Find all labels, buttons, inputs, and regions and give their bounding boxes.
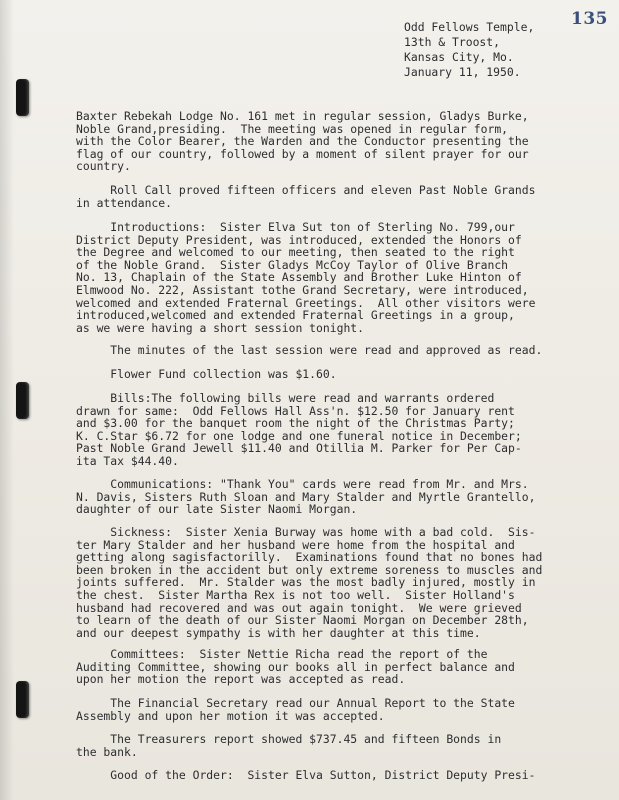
paragraph-minutes [76, 344, 606, 357]
text-line: the Degree and welcomed to our meeting, then seated to the right [76, 245, 515, 260]
paragraph-committees [76, 648, 606, 686]
text-line: The Treasurers report showed $737.45 and fifteen Bonds in [76, 732, 502, 746]
text-line: Committees: Sister Nettie Richa read the report of the [76, 647, 488, 661]
text-line: The minutes of the last session were read and approved as read. [76, 343, 543, 357]
binder-hole [16, 681, 29, 718]
text-line: Roll Call proved fifteen officers and eleven Past Noble Grands [76, 183, 536, 197]
paragraph-good-of-the-order [76, 769, 606, 782]
text-line: Baxter Rebekah Lodge No. 161 met in regular session, Gladys Burke, [76, 109, 529, 123]
text-line: husband had recovered and was out again tonight. We were grieved [76, 600, 522, 615]
text-line: Past Noble Grand Jewell $11.40 and Otillia M. Parker for Per Cap- [76, 441, 522, 456]
text-line: getting along sagisfactorilly. Examinations found that no bones had [76, 550, 543, 565]
text-line: Bills:The following bills were read and warrants ordered [76, 391, 495, 405]
paragraph-flower-fund [76, 368, 606, 381]
text-line: and $3.00 for the banquet room the night of the Christmas Party; [76, 416, 515, 431]
text-line: the bank. [76, 744, 138, 759]
text-line: Introductions: Sister Elva Sut ton of Sterling No. 799,our [76, 220, 515, 234]
text-line: as we were having a short session tonight. [76, 320, 365, 335]
text-line: of the Noble Grand. Sister Gladys McCoy Taylor of Olive Branch [76, 257, 509, 272]
text-line: ter Mary Stalder and her husband were home from the hospital and [76, 537, 515, 552]
paragraph-roll-call [76, 184, 606, 209]
text-line: Communications: "Thank You" cards were read from Mr. and Mrs. [76, 477, 529, 491]
text-line: ita Tax $44.40. [76, 453, 179, 468]
paragraph-opening [76, 110, 606, 173]
text-line: The Financial Secretary read our Annual Report to the State [76, 696, 515, 710]
address-line: Odd Fellows Temple, [404, 20, 535, 34]
text-line: flag of our country, followed by a moment of silent prayer for our [76, 146, 529, 161]
paragraph-financial-secretary [76, 697, 606, 722]
paragraph-treasurer [76, 733, 606, 758]
page-edge-shadow [0, 0, 14, 800]
text-line: been broken in the accident but only extreme soreness to muscles and [76, 562, 543, 577]
paragraph-sickness [76, 526, 606, 639]
text-line: and our deepest sympathy is with her daughter at this time. [76, 625, 481, 640]
binder-hole [16, 79, 29, 116]
text-line: N. Davis, Sisters Ruth Sloan and Mary Stalder and Myrtle Grantello, [76, 489, 536, 504]
text-line: No. 13, Chaplain of the State Assembly and Brother Luke Hinton of [76, 270, 522, 285]
address-line: 13th & Troost, [404, 35, 501, 49]
text-line: daughter of our late Sister Naomi Morgan. [76, 502, 358, 517]
paragraph-communications [76, 478, 606, 516]
text-line: Flower Fund collection was $1.60. [76, 367, 337, 381]
text-line: Elmwood No. 222, Assistant tothe Grand Secretary, were introduced, [76, 282, 529, 297]
text-line: to learn of the death of our Sister Naomi Morgan on December 28th, [76, 613, 529, 628]
address-line: Kansas City, Mo. [404, 50, 514, 64]
paragraph-bills [76, 392, 606, 468]
text-line: welcomed and extended Fraternal Greetings. All other visitors were [76, 295, 536, 310]
text-line: with the Color Bearer, the Warden and the Conductor presenting the [76, 134, 529, 149]
text-line: Sickness: Sister Xenia Burway was home with a bad cold. Sis- [76, 525, 536, 539]
text-line: introduced,welcomed and extended Fraternal Greetings in a group, [76, 308, 515, 323]
date-line: January 11, 1950. [404, 65, 521, 79]
paragraph-introductions [76, 221, 606, 334]
page-number: 135 [571, 9, 608, 29]
text-line: joints suffered. Mr. Stalder was the most badly injured, mostly in [76, 575, 536, 590]
text-line: Auditing Committee, showing our books all in perfect balance and [76, 659, 515, 674]
text-line: District Deputy President, was introduced, extended the Honors of [76, 232, 522, 247]
text-line: Assembly and upon her motion it was accepted. [76, 708, 385, 723]
text-line: the chest. Sister Martha Rex is not too well. Sister Holland's [76, 587, 515, 602]
text-line: drawn for same: Odd Fellows Hall Ass'n. $12.50 for January rent [76, 403, 515, 418]
text-line: K. C.Star $6.72 for one lodge and one funeral notice in December; [76, 428, 522, 443]
text-line: upon her motion the report was accepted as read. [76, 672, 406, 687]
address-block [404, 20, 604, 80]
text-line: in attendance. [76, 195, 173, 210]
text-line: Noble Grand,presiding. The meeting was opened in regular form, [76, 121, 509, 136]
binder-hole [16, 382, 29, 419]
text-line: country. [76, 159, 131, 174]
text-line: Good of the Order: Sister Elva Sutton, District Deputy Presi- [76, 768, 536, 782]
